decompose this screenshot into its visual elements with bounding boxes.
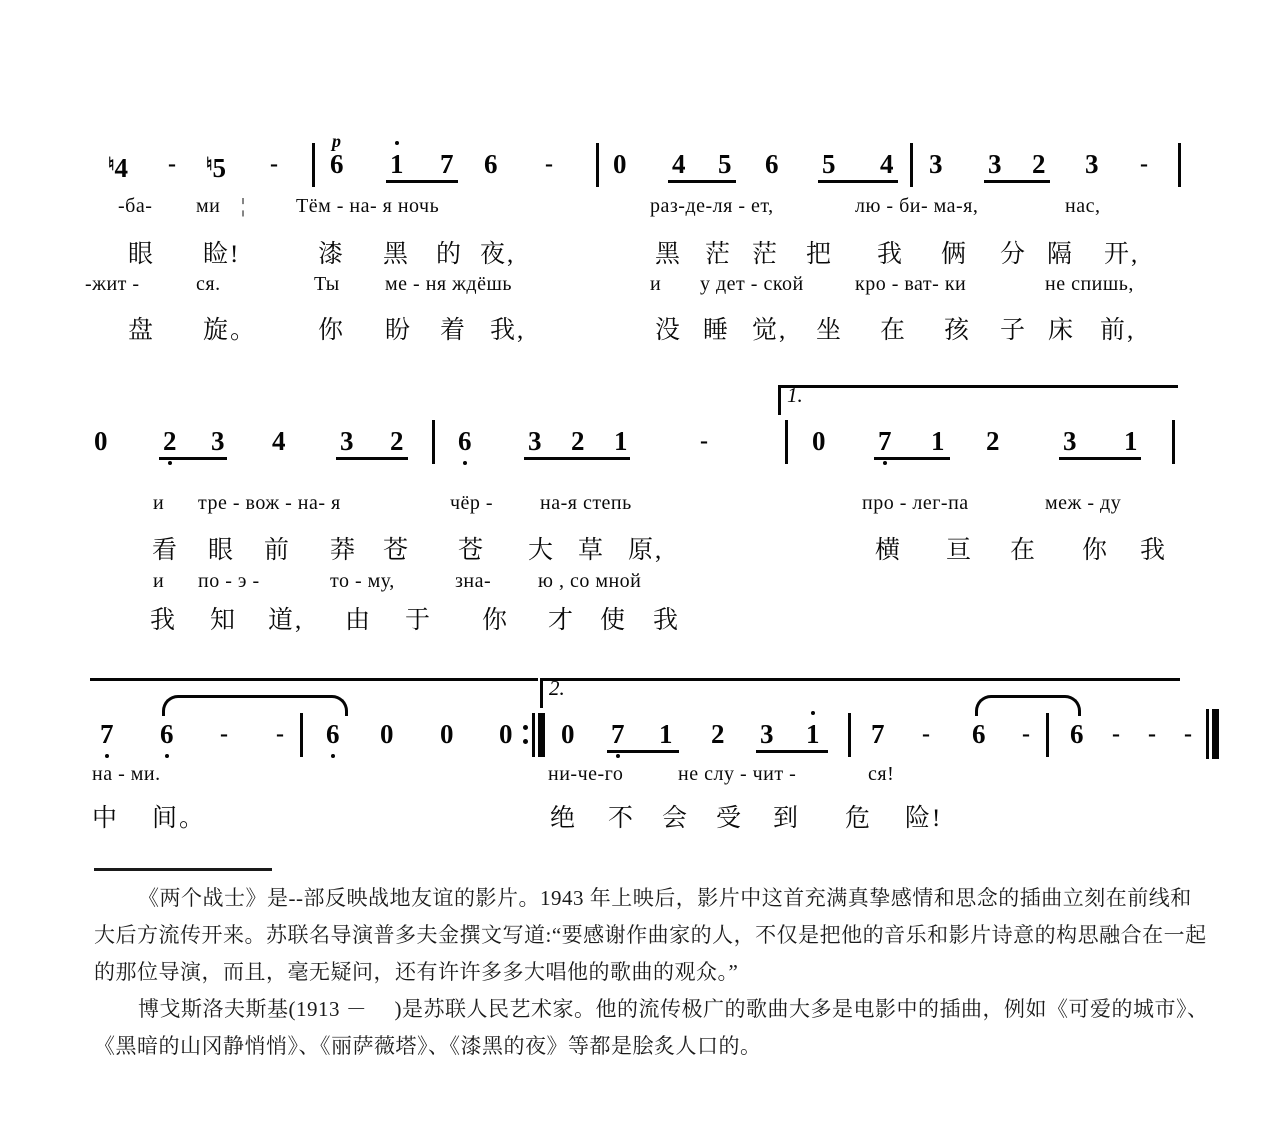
note-number: 6 [1070,719,1084,749]
note-number: 3 [528,426,542,456]
lyric-syllable: 睑! [203,241,241,268]
lyric-syllable: 苍 [458,537,486,564]
note-number: 1 [659,719,673,749]
lyric-syllable: 夜, [480,241,516,268]
beam-line [159,457,227,460]
note-dash: - [276,721,284,747]
lyric-syllable: ю , со мной [538,570,642,592]
lyric-syllable: тре - вож - на- я [198,492,341,514]
lyric-syllable: 原, [628,537,664,564]
lyric-row-ru-1 [0,492,1272,532]
lyric-syllable: 睡 [703,317,731,344]
note-dash: - [700,428,708,454]
note-number: 0 [561,719,575,749]
lyric-syllable: 没 [655,317,683,344]
note-dash: - [545,151,553,177]
lyric-syllable: 间。 [152,805,207,832]
beam-line [668,180,736,183]
lyric-syllable: ме - ня ждёшь [385,273,512,295]
lyric-syllable: Тём - на- я ночь [296,195,440,217]
lyric-syllable: меж - ду [1045,492,1122,514]
lyric-syllable: 我 [150,607,178,634]
lyric-syllable: раз-де-ля - ет, [650,195,774,217]
lyric-row-cn-1 [0,530,1272,570]
lyric-syllable: 开, [1104,241,1140,268]
lyric-syllable: 使 [600,607,628,634]
lyric-syllable: ни-че-го [548,763,624,785]
lyric-syllable: ся! [868,763,895,785]
lyric-row-ru-1 [0,195,1272,235]
note-number: 1 [614,426,628,456]
note-number: 0 [440,719,454,749]
note-row [0,676,1272,761]
volta-label: 1. [787,383,803,407]
lyric-row-cn-1 [0,798,1272,838]
note-number: 1 [1124,426,1138,456]
lyric-syllable: Ты [314,273,340,295]
lyric-syllable: 知 [210,607,238,634]
barline [432,420,435,464]
lyric-syllable: 不 [608,805,636,832]
lyric-syllable: лю - би- ма-я, [855,195,979,217]
lyric-syllable: 旋。 [203,317,258,344]
lyric-syllable: 大 [528,537,556,564]
note-number: ♮5 [206,153,226,183]
lyric-syllable: и [153,570,165,592]
lyric-syllable: 草 [578,537,606,564]
lyric-syllable: 于 [405,607,433,634]
beam-line [1059,457,1141,460]
lyric-syllable: 盼 [385,317,413,344]
lyric-syllable: 你 [482,607,510,634]
slur-arc [162,695,348,716]
lyric-row-ru-1 [0,763,1272,803]
lyric-row-cn-2 [0,600,1272,640]
note-dash: - [1022,721,1030,747]
note-number: 1 [806,719,820,749]
note-number: 6 [972,719,986,749]
note-dash: - [220,721,228,747]
lyric-syllable: 苍 [383,537,411,564]
note-number: 5 [822,149,836,179]
note-dash: - [922,721,930,747]
lyric-syllable: 黑 [383,241,411,268]
lyric-syllable: 我 [653,607,681,634]
footnote-line: 博戈斯洛夫斯基(1913 － )是苏联人民艺术家。他的流传极广的歌曲大多是电影中的插曲，例如《可爱的城市》、 [138,997,1209,1021]
lyric-syllable: 眼 [208,537,236,564]
note-row [0,131,1272,191]
lyric-syllable: нас, [1065,195,1101,217]
lyric-syllable: ¦ [241,195,246,217]
lyric-syllable: 由 [345,607,373,634]
lyric-syllable: ми [196,195,221,217]
beam-line [524,457,630,460]
footnote-line: 大后方流传开来。苏联名导演普多夫金撰文写道:“要感谢作曲家的人，不仅是把他的音乐和影片诗意的构思融合在一起 [94,923,1207,947]
note-dash: - [1112,721,1120,747]
beam-line [874,457,950,460]
note-number: 3 [1085,149,1099,179]
lyric-syllable: и [650,273,662,295]
lyric-syllable: 黑 [655,241,683,268]
note-number: 7 [440,149,454,179]
lyric-syllable: 险! [905,805,943,832]
repeat-sign [523,713,547,757]
lyric-syllable: 的 [436,241,464,268]
barline [1046,713,1049,757]
barline [910,143,913,187]
volta-label: 2. [549,676,565,700]
beam-line [756,750,828,753]
note-number: 4 [272,426,286,456]
lyric-syllable: 眼 [128,241,156,268]
lyric-syllable: -жит - [85,273,140,295]
lyric-syllable: -ба- [118,195,153,217]
lyric-syllable: 孩 [944,317,972,344]
lyric-syllable: 我, [490,317,526,344]
barline [848,713,851,757]
lyric-syllable: 看 [152,537,180,564]
note-number: 0 [499,719,513,749]
lyric-syllable: кро - ват- ки [855,273,967,295]
barline [1178,143,1181,187]
lyric-row-cn-1 [0,234,1272,274]
lyric-syllable: на-я степь [540,492,632,514]
lyric-syllable: 道, [268,607,304,634]
lyric-syllable: то - му, [330,570,395,592]
note-number: 2 [571,426,585,456]
lyric-syllable: 把 [806,241,834,268]
lyric-syllable: зна- [455,570,492,592]
note-number: 0 [613,149,627,179]
lyric-syllable: 我 [1140,537,1168,564]
lyric-syllable: 茫 [705,241,733,268]
lyric-syllable: 到 [773,805,801,832]
lyric-syllable: 在 [1010,537,1038,564]
lyric-syllable: 绝 [550,805,578,832]
note-number: 0 [812,426,826,456]
dynamic-marking: p [332,131,341,151]
lyric-syllable: 在 [880,317,908,344]
lyric-syllable: 我 [877,241,905,268]
lyric-syllable: по - э - [198,570,260,592]
lyric-syllable: ся. [196,273,221,295]
lyric-row-ru-2 [0,273,1272,313]
note-number: ♮4 [108,153,128,183]
note-number: 2 [1032,149,1046,179]
lyric-syllable: и [153,492,165,514]
note-number: 7 [878,426,892,456]
lyric-syllable: 觉, [752,317,788,344]
note-number: 1 [390,149,404,179]
note-number: 6 [330,149,344,179]
note-number: 2 [986,426,1000,456]
barline [785,420,788,464]
note-number: 3 [211,426,225,456]
note-dash: - [1148,721,1156,747]
note-number: 4 [880,149,894,179]
note-number: 0 [380,719,394,749]
note-number: 6 [765,149,779,179]
lyric-syllable: 子 [1000,317,1028,344]
lyric-syllable: не слу - чит - [678,763,797,785]
lyric-syllable: 俩 [941,241,969,268]
lyric-syllable: 中 [92,805,120,832]
footnote-line: 《两个战士》是--部反映战地友谊的影片。1943 年上映后，影片中这首充满真挚感情和思念的插曲立刻在前线和 [138,886,1192,910]
lyric-syllable: 你 [318,317,346,344]
note-number: 3 [929,149,943,179]
lyric-syllable: 你 [1082,537,1110,564]
note-number: 6 [458,426,472,456]
lyric-syllable: 危 [845,805,873,832]
note-number: 3 [760,719,774,749]
note-number: 2 [711,719,725,749]
accidental-natural-icon: ♮ [108,154,115,174]
final-barline [1206,709,1220,759]
note-number: 6 [326,719,340,749]
note-number: 7 [611,719,625,749]
lyric-syllable: 着 [440,317,468,344]
slur-arc [975,695,1081,716]
beam-line [336,457,408,460]
note-number: 1 [931,426,945,456]
note-number: 4 [672,149,686,179]
beam-line [984,180,1050,183]
lyric-syllable: 茫 [752,241,780,268]
accidental-natural-icon: ♮ [206,154,213,174]
note-row [0,383,1272,468]
lyric-row-cn-2 [0,310,1272,350]
beam-line [607,750,679,753]
lyric-syllable: 受 [716,805,744,832]
barline [312,143,315,187]
lyric-syllable: 漆 [318,241,346,268]
footnote-rule [94,868,272,871]
lyric-syllable: 莽 [330,537,358,564]
note-number: 7 [100,719,114,749]
footnote-line: 的那位导演，而且，毫无疑问，还有许许多多大唱他的歌曲的观众。” [94,960,739,984]
note-number: 2 [390,426,404,456]
beam-line [386,180,458,183]
lyric-syllable: на - ми. [92,763,161,785]
note-number: 6 [484,149,498,179]
lyric-syllable: 才 [548,607,576,634]
note-number: 3 [988,149,1002,179]
lyric-syllable: чёр - [450,492,494,514]
note-number: 3 [1063,426,1077,456]
lyric-syllable: 坐 [816,317,844,344]
lyric-syllable: 亘 [946,537,974,564]
lyric-syllable: у дет - ской [700,273,804,295]
barline [596,143,599,187]
lyric-syllable: про - лег-па [862,492,969,514]
lyric-syllable: 盘 [128,317,156,344]
lyric-syllable: 前 [264,537,292,564]
note-dash: - [168,151,176,177]
lyric-syllable: 横 [875,537,903,564]
note-number: 6 [160,719,174,749]
note-number: 2 [163,426,177,456]
lyric-syllable: не спишь, [1045,273,1134,295]
lyric-syllable: 分 [1000,241,1028,268]
barline [300,713,303,757]
note-number: 3 [340,426,354,456]
note-number: 0 [94,426,108,456]
barline [1172,420,1175,464]
beam-line [818,180,898,183]
footnote-line: 《黑暗的山冈静悄悄》、《丽萨薇塔》、《漆黑的夜》等都是脍炙人口的。 [94,1034,762,1058]
note-dash: - [1184,721,1192,747]
lyric-syllable: 床 [1048,317,1076,344]
lyric-syllable: 会 [662,805,690,832]
lyric-syllable: 隔 [1047,241,1075,268]
note-number: 7 [871,719,885,749]
note-dash: - [1140,151,1148,177]
note-dash: - [270,151,278,177]
note-number: 5 [718,149,732,179]
lyric-syllable: 前, [1100,317,1136,344]
